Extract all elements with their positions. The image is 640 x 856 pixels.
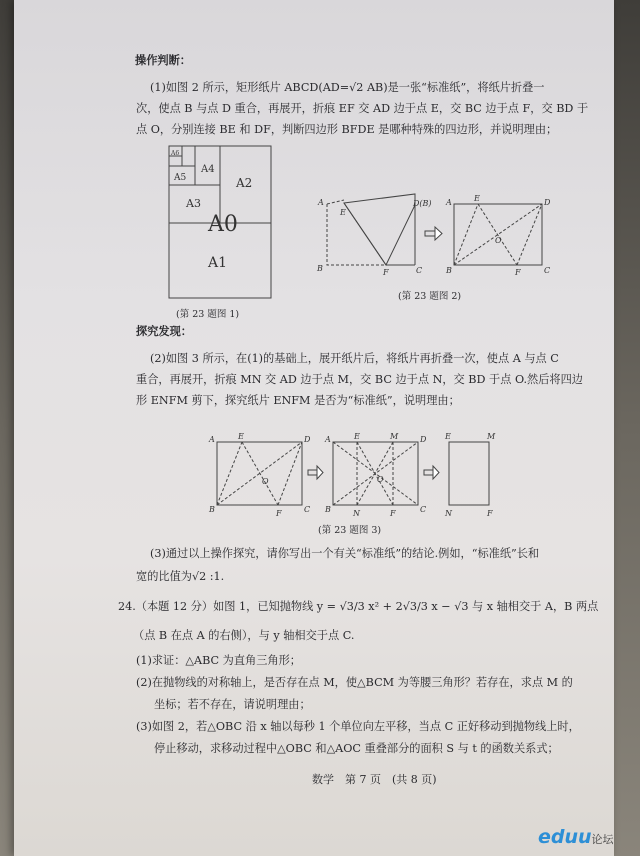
- fig3-p1-label-b: B: [209, 505, 215, 514]
- q24-line-1: 24.（本题 12 分）如图 1，已知抛物线 y = √3/3 x² + 2√3/3 x − √3 与 x 轴相交于 A，B 两点: [118, 600, 599, 613]
- q24-part-1: (1)求证：△ABC 为直角三角形；: [136, 654, 301, 667]
- q24-part-2-line-1: (2)在抛物线的对称轴上，是否存在点 M，使△BCM 为等腰三角形？若存在，求点 M 的: [136, 676, 573, 689]
- fig3-p2-label-m: M: [390, 432, 399, 441]
- page-footer: 数学 第 7 页 (共 8 页): [312, 773, 437, 786]
- q24-part-3-line-2: 停止移动，求移动过程中△OBC 和△AOC 重叠部分的面积 S 与 t 的函数关系式；: [154, 742, 559, 755]
- q24-part-2-line-2: 坐标；若不存在，请说明理由；: [154, 698, 311, 711]
- q24-line-2: （点 B 在点 A 的右侧），与 y 轴相交于点 C.: [133, 629, 355, 642]
- fig3-p1-label-f: F: [276, 509, 282, 518]
- watermark-brand: eduu: [538, 826, 592, 848]
- fig2-left-label-c: C: [416, 266, 423, 275]
- paragraph-3-line-1: (3)通过以上操作探究，请你写出一个有关“标准纸”的结论.例如，“标准纸”长和: [150, 547, 540, 560]
- paragraph-2-line-1: (2)如图 3 所示，在(1)的基础上，展开纸片后，将纸片再折叠一次，使点 A 与点 C: [150, 352, 559, 365]
- label-a1: A1: [208, 255, 228, 271]
- fig2-right-label-o: O: [495, 236, 502, 245]
- fig2-right-label-e: E: [474, 194, 480, 203]
- caption-figure-1: (第 23 题图 1): [176, 309, 240, 320]
- caption-figure-3: (第 23 题图 3): [318, 525, 382, 536]
- fig2-right-label-c: C: [544, 266, 551, 275]
- eduu-watermark-logo: [538, 826, 614, 848]
- paragraph-1-line-3: 点 O，分别连接 BE 和 DF，判断四边形 BFDE 是哪种特殊的四边形，并说明理由；: [136, 123, 558, 136]
- fig3-p2-label-e: E: [354, 432, 360, 441]
- q24-part-3-line-1: (3)如图 2，若△OBC 沿 x 轴以每秒 1 个单位向左平移，当点 C 正好移动到抛物线上时，: [136, 720, 580, 733]
- fig3-p2-label-f: F: [390, 509, 396, 518]
- fig3-p2-label-d: D: [420, 435, 427, 444]
- heading-exploration: 探究发现：: [136, 324, 192, 338]
- heading-operation: 操作判断：: [135, 53, 191, 67]
- fig3-p3-label-e: E: [445, 432, 451, 441]
- figure-2: [312, 185, 574, 285]
- fig3-p3-label-n: N: [445, 509, 452, 518]
- paragraph-2-line-3: 形 ENFM 剪下，探究纸片 ENFM 是否为“标准纸”，说明理由；: [136, 394, 460, 407]
- fig3-p1-label-o: O: [262, 477, 269, 486]
- fig3-p1-label-e: E: [238, 432, 244, 441]
- figure-3: [205, 430, 515, 520]
- paragraph-1-line-1: (1)如图 2 所示，矩形纸片 ABCD(AD=√2 AB)是一张“标准纸”，将纸片折叠一: [150, 81, 545, 94]
- fig3-p2-label-o: O: [377, 475, 384, 484]
- fig3-p3-label-f: F: [487, 509, 493, 518]
- fig2-left-label-f: F: [383, 268, 389, 277]
- fig2-right-label-b: B: [446, 266, 452, 275]
- fig2-left-label-a: A: [318, 198, 324, 207]
- fig3-p2-label-c: C: [420, 505, 427, 514]
- fig3-p1-label-d: D: [304, 435, 311, 444]
- paragraph-3-line-2: 宽的比值为√2 :1.: [136, 570, 225, 583]
- fig2-right-label-f: F: [515, 268, 521, 277]
- fig2-left-label-e: E: [340, 208, 346, 217]
- fig3-p3-label-m: M: [487, 432, 496, 441]
- caption-figure-2: (第 23 题图 2): [398, 291, 462, 302]
- paragraph-1-line-2: 次，使点 B 与点 D 重合，再展开，折痕 EF 交 AD 边于点 E，交 BC 边于点 F，交 BD 于: [136, 102, 589, 115]
- watermark-suffix: 论坛: [591, 833, 614, 846]
- label-a6: A6: [171, 150, 180, 157]
- fig2-left-label-d: D(B): [413, 199, 432, 208]
- label-a5: A5: [174, 173, 187, 183]
- label-a0: A0: [208, 212, 238, 237]
- fig3-p1-label-a: A: [209, 435, 215, 444]
- label-a2: A2: [236, 176, 253, 190]
- fig2-right-label-d: D: [544, 198, 551, 207]
- fig3-p2-label-a: A: [325, 435, 331, 444]
- fig3-p1-label-c: C: [304, 505, 311, 514]
- fig3-p2-label-b: B: [325, 505, 331, 514]
- figure-1: [168, 145, 273, 305]
- label-a4: A4: [201, 164, 215, 175]
- fig2-right-label-a: A: [446, 198, 452, 207]
- fig2-left-label-b: B: [317, 264, 323, 273]
- paragraph-2-line-2: 重合，再展开，折痕 MN 交 AD 边于点 M，交 BC 边于点 N，交 BD 于点 O.然后将四边: [136, 373, 583, 386]
- fig3-p2-label-n: N: [353, 509, 360, 518]
- label-a3: A3: [186, 197, 201, 210]
